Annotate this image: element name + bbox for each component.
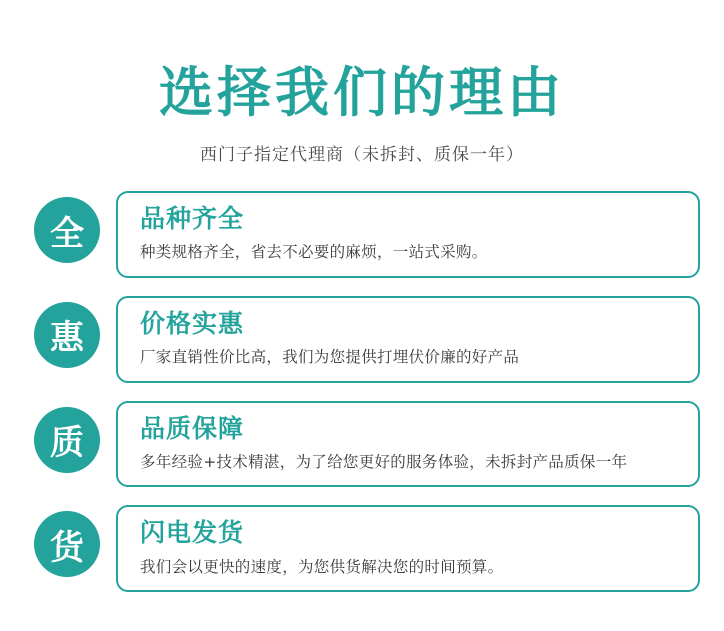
- reason-title: 闪电发货: [140, 518, 245, 548]
- reason-badge: 质: [34, 407, 100, 473]
- reason-badge: 惠: [34, 302, 100, 368]
- reason-card: [116, 191, 700, 278]
- list-item: [34, 191, 700, 278]
- reason-badge: 货: [34, 511, 100, 577]
- list-item: [34, 401, 700, 488]
- reason-description: 多年经验+技术精湛，为了给您更好的服务体验，未拆封产品质保一年: [140, 452, 628, 471]
- reason-card: [116, 296, 700, 383]
- reason-description: 厂家直销性价比高，我们为您提供打埋伏价廉的好产品: [140, 348, 520, 367]
- reason-badge: 全: [34, 197, 100, 263]
- reason-description: 我们会以更快的速度，为您供货解决您的时间预算。: [140, 557, 504, 576]
- reason-description: 种类规格齐全，省去不必要的麻烦，一站式采购。: [140, 243, 488, 262]
- reason-title: 品质保障: [140, 413, 245, 443]
- page-subtitle: 西门子指定代理商（未拆封、质保一年）: [200, 145, 524, 166]
- reason-card: [116, 505, 700, 592]
- reason-title: 品种齐全: [140, 204, 245, 234]
- list-item: [34, 296, 700, 383]
- list-item: [34, 505, 700, 592]
- reasons-list: [0, 191, 724, 592]
- reason-title: 价格实惠: [140, 308, 245, 338]
- banner-header: [0, 0, 724, 165]
- reason-card: [116, 401, 700, 488]
- page-title: 选择我们的理由: [159, 61, 565, 124]
